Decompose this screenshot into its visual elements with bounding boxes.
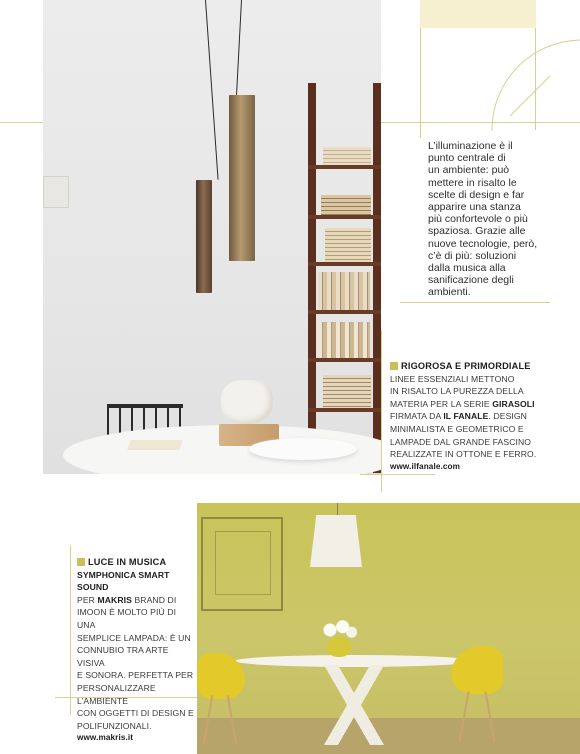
books-stack — [325, 228, 371, 262]
books-stack — [323, 375, 371, 408]
accent-block — [420, 0, 536, 28]
table-base — [319, 665, 389, 745]
yellow-chair-right — [451, 646, 503, 694]
photo-girasoli-lamps — [43, 0, 381, 474]
guide-line-vertical-mid — [420, 28, 421, 138]
wall-socket — [43, 176, 69, 208]
square-bullet-icon — [390, 362, 398, 370]
white-bowl — [249, 438, 357, 460]
shelf-post-left — [308, 83, 316, 473]
open-book — [127, 440, 183, 450]
guide-line-caption2 — [70, 545, 71, 715]
guide-line-top-left — [0, 122, 43, 123]
caption-symphonica: LUCE IN MUSICA SYMPHONICA SMART SOUND PER MAKRIS BRAND DI IMOON È MOLTO PIÙ DI UNA SEMPLICE LAMPADA: È UN CONNUBIO TRA ARTE VISIVA E SONORA. PERFETTA PER PERSONALIZZARE L’AMBIENTE CON OGGETTI DI DESIGN E POLIFUNZIONALI. www.makris.it — [77, 556, 197, 745]
caption-url[interactable]: www.ilfanale.com — [390, 461, 460, 471]
photo-symphonica-lamp — [197, 503, 580, 754]
pendant-lamp-symphonica — [310, 515, 362, 567]
books-stack — [323, 147, 371, 165]
square-bullet-icon — [77, 558, 85, 566]
pendant-lamp-long — [229, 95, 255, 261]
books-row — [318, 272, 370, 310]
caption-title: LUCE IN MUSICA — [77, 556, 197, 569]
guide-line-caption1 — [381, 330, 382, 492]
caption-url[interactable]: www.makris.it — [77, 733, 134, 743]
books-stack — [321, 195, 371, 215]
flowers — [321, 619, 357, 641]
lamp-cord — [236, 0, 242, 95]
books-row — [318, 322, 370, 358]
lamp-cord — [205, 0, 219, 180]
lamp-cord — [337, 503, 338, 515]
shelf-post-right — [373, 83, 381, 473]
guide-line-under-caption1 — [360, 474, 435, 475]
caption-girasoli: RIGOROSA E PRIMORDIALE LINEE ESSENZIALI METTONO IN RISALTO LA PUREZZA DELLA MATERIA PER LA SERIE GIRASOLI FIRMATA DA IL FANALE. DESIGN MINIMALISTA E GEOMETRICO E LAMPADE DAL GRANDE FASCINO REALIZZATE IN OTTONE E FERRO. www.ilfanale.com — [390, 360, 560, 473]
teapot — [221, 380, 273, 424]
guide-line-under-intro — [400, 302, 550, 303]
caption-title: RIGOROSA E PRIMORDIALE — [390, 360, 560, 373]
intro-text: L’illuminazione è il punto centrale di un ambiente: può mettere in risalto le scelte di design e far apparire una stanza più confortevole o più spaziosa. Grazie alle nuove tecnologie, però, c’è di più: soluzioni dalla musica alla sanificazione degli ambienti. — [428, 140, 538, 299]
arc-decoration — [490, 36, 580, 136]
pendant-lamp-short — [196, 180, 212, 293]
